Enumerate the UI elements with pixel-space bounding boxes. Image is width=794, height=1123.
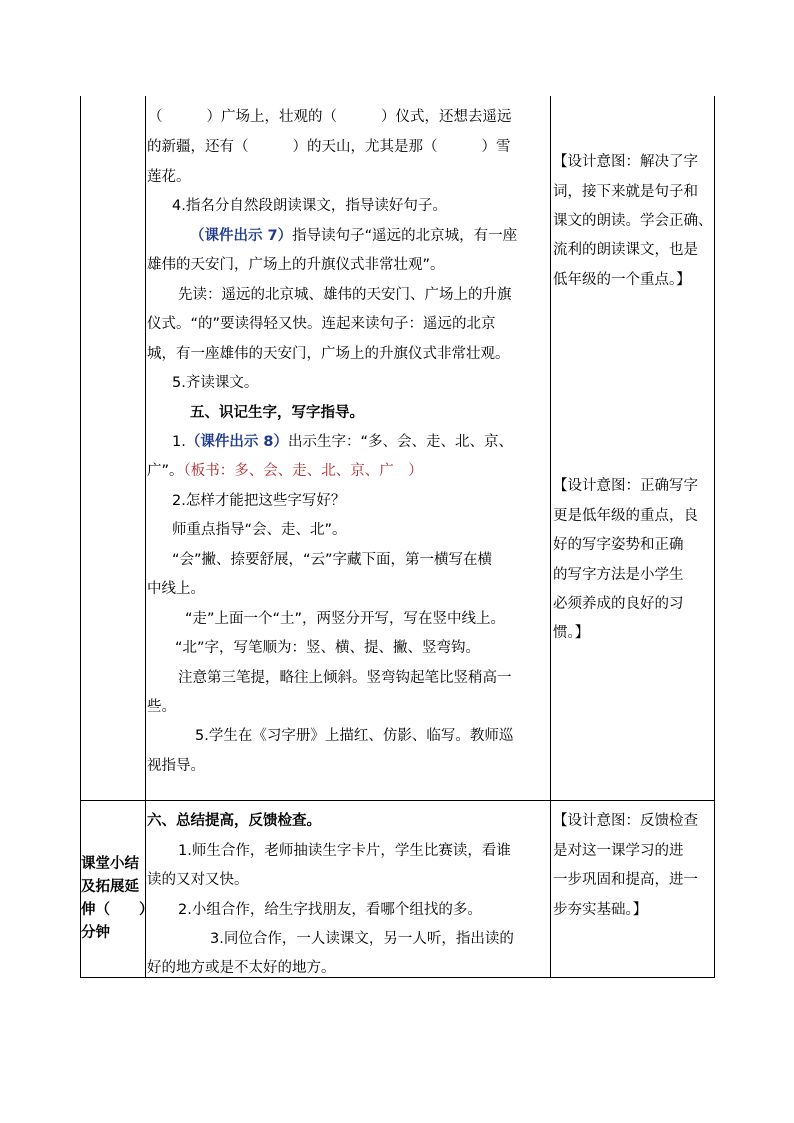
text-line: 2.小组合作，给生字找朋友，看哪个组找的多。: [178, 902, 482, 918]
text-line: 城，有一座雄伟的天安门，广场上的升旗仪式非常壮观。: [147, 346, 510, 362]
text-line: 3.同位合作，一人读课文，另一人听，指出读的: [210, 931, 514, 947]
text-line: 注意第三笔提，略往上倾斜。竖弯钩起笔比竖稍高一: [178, 670, 512, 686]
text-line: 4.指名分自然段朗读课文，指导读好句子。: [172, 198, 447, 214]
text-line: “北”字，写笔顺为：竖、横、提、撇、竖弯钩。: [175, 640, 481, 656]
text-line: 2.怎样才能把这些字写好？: [172, 493, 346, 509]
table-row-divider: [80, 800, 715, 801]
text-line: 视指导。: [147, 758, 205, 774]
text-line: 5.齐读课文。: [172, 375, 259, 391]
text-line: 些。: [147, 699, 176, 715]
table-border-right: [714, 96, 715, 978]
section-heading: 五、识记生字，写字指导。: [190, 405, 364, 421]
text-line: 1.师生合作，老师抽读生字卡片，学生比赛读，看谁: [178, 843, 511, 859]
text-line: 雄伟的天安门，广场上的升旗仪式非常壮观”。: [147, 257, 445, 273]
text-line: 仪式。“的”要读得轻又快。连起来读句子：遥远的北京: [147, 316, 496, 332]
text-line: “走”上面一个“土”，两竖分开写，写在竖中线上。: [185, 611, 506, 627]
text-line: 好的地方或是不太好的地方。: [147, 960, 336, 976]
lesson-plan-page: （ ）广场上，壮观的（ ）仪式，还想去遥远 的新疆，还有（ ）的天山，尤其是那（ ）雪 莲花。 4.指名分自然段朗读课文，指导读好句子。 （课件出示 7）指导读句子“遥远的北京城，有一座 雄伟的天安门，广场上的升旗仪式非常壮观”。 先读：遥远的北京城、雄伟的天安门、广场上的升旗 仪式。“的”要读得轻又快。连起来读句子：遥远的北京 城，有一座雄伟的天安门，广场上的升旗仪式非常壮观。 5.齐读课文。 五、识记生字，写字指导。 1.（课件出示 8）出示生字：“多、会、走、北、京、 广”。（板书：多、会、走、北、京、广 ） 2.怎样才能把这些字写好？ 师重点指导“会、走、北”。 “会”撇、捺要舒展，“云”字藏下面，第一横写在横 中线上。 “走”上面一个“土”，两竖分开写，写在竖中线上。 “北”字，写笔顺为：竖、横、提、撇、竖弯钩。 注意第三笔提，略往上倾斜。竖弯钩起笔比竖稍高一 些。 5.学生在《习字册》上描红、仿影、临写。教师巡 视指导。 【设计意图：解决了字 词，接下来就是句子和 课文的朗读。学会正确、 流利的朗读课文，也是 低年级的一个重点。】 【设计意图：正确写字 更是低年级的重点，良 好的写字姿势和正确 的写字方法是小学生 必须养成的良好的习 惯。】 课堂小结 及拓展延 伸（ ） 分钟 六、总结提高，反馈检查。 1.师生合作，老师抽读生字卡片，学生比赛读，看谁 读的又对又快。 2.小组合作，给生字找朋友，看哪个组找的多。 3.同位合作，一人读课文，另一人听，指出读的 好的地方或是不太好的地方。 【设计意图：反馈检查 是对这一课学习的进 一步巩固和提高，进一 步夯实基础。】: [0, 0, 794, 1123]
text-line: 师重点指导“会、走、北”。: [172, 522, 347, 538]
text-line: 1.（课件出示 8）出示生字：“多、会、走、北、京、: [172, 434, 513, 450]
courseware-label: （课件出示 7）: [190, 228, 293, 244]
text-line: 中线上。: [147, 581, 205, 597]
table-border-left: [80, 96, 81, 978]
table-border-bottom: [80, 977, 715, 978]
text-line: 5.学生在《习字册》上描红、仿影、临写。教师巡: [195, 728, 514, 744]
text-line: 广”。（板书：多、会、走、北、京、广 ）: [147, 463, 423, 479]
text-line: 先读：遥远的北京城、雄伟的天安门、广场上的升旗: [178, 287, 512, 303]
blackboard-note: （板书：多、会、走、北、京、广 ）: [183, 463, 423, 479]
courseware-label: （课件出示 8）: [185, 434, 288, 450]
text-line: 读的又对又快。: [147, 872, 249, 888]
text-line: （课件出示 7）指导读句子“遥远的北京城，有一座: [190, 228, 518, 244]
text-line: “会”撇、捺要舒展，“云”字藏下面，第一横写在横: [172, 552, 493, 568]
table-border-col1: [145, 96, 146, 978]
text-line: 莲花。: [147, 169, 191, 185]
text-line: 的新疆，还有（ ）的天山，尤其是那（ ）雪: [147, 139, 511, 155]
table-border-col2: [550, 96, 551, 978]
section-heading: 六、总结提高，反馈检查。: [147, 813, 321, 829]
text-line: （ ）广场上，壮观的（ ）仪式，还想去遥远: [148, 109, 512, 125]
